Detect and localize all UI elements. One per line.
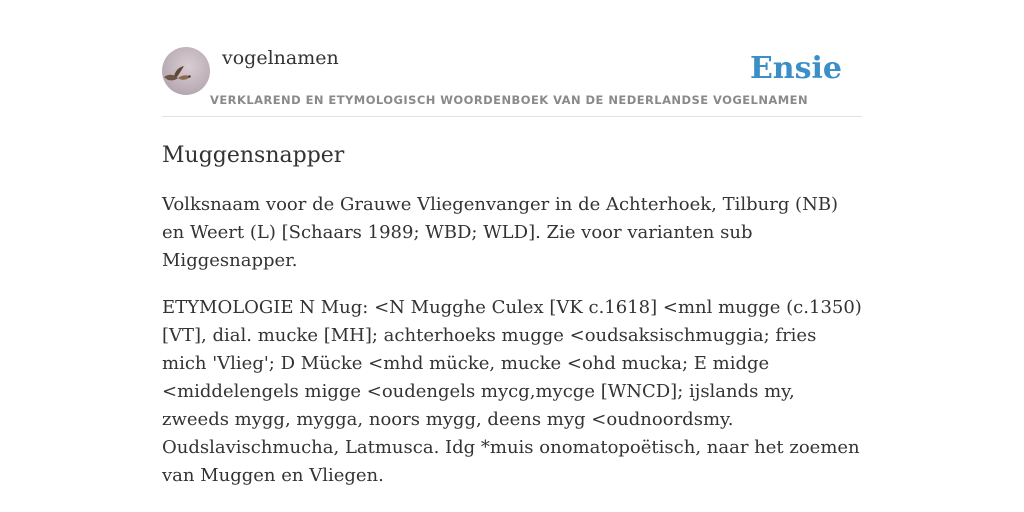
site-name-link[interactable]: vogelnamen xyxy=(222,47,339,69)
ensie-logo-link[interactable]: Ensie xyxy=(749,51,842,86)
entry-etymology: ETYMOLOGIE N Mug: <N Mugghe Culex [VK c.1618] <mnl mugge (c.1350) [VT], dial. mucke [MH]; achterhoeks mugge <oudsaksischmuggia; fries mich 'Vlieg'; D Mücke <mhd mücke, mucke <ohd mucka; E midge <middelengels migge <oudengels mycg,mycge [WNCD]; ijslands my, zweeds mygg, mygga, noors mygg, deens myg <oudnoordsmy. Oudslavischmucha, Latmusca. Idg *muis onomatopoëtisch, naar het zoemen van Muggen en Vliegen. xyxy=(162,297,862,486)
avatar[interactable] xyxy=(162,47,210,95)
entry-definition: Volksnaam voor de Grauwe Vliegenvanger in de Achterhoek, Tilburg (NB) en Weert (L) [Schaars 1989; WBD; WLD]. Zie voor varianten sub Miggesnapper. xyxy=(162,194,839,271)
entry-title: Muggensnapper xyxy=(162,143,345,168)
bird-icon xyxy=(162,47,210,95)
site-tagline: VERKLAREND EN ETYMOLOGISCH WOORDENBOEK VAN DE NEDERLANDSE VOGELNAMEN xyxy=(210,93,809,107)
site-header xyxy=(162,40,862,117)
page-container xyxy=(162,40,862,490)
